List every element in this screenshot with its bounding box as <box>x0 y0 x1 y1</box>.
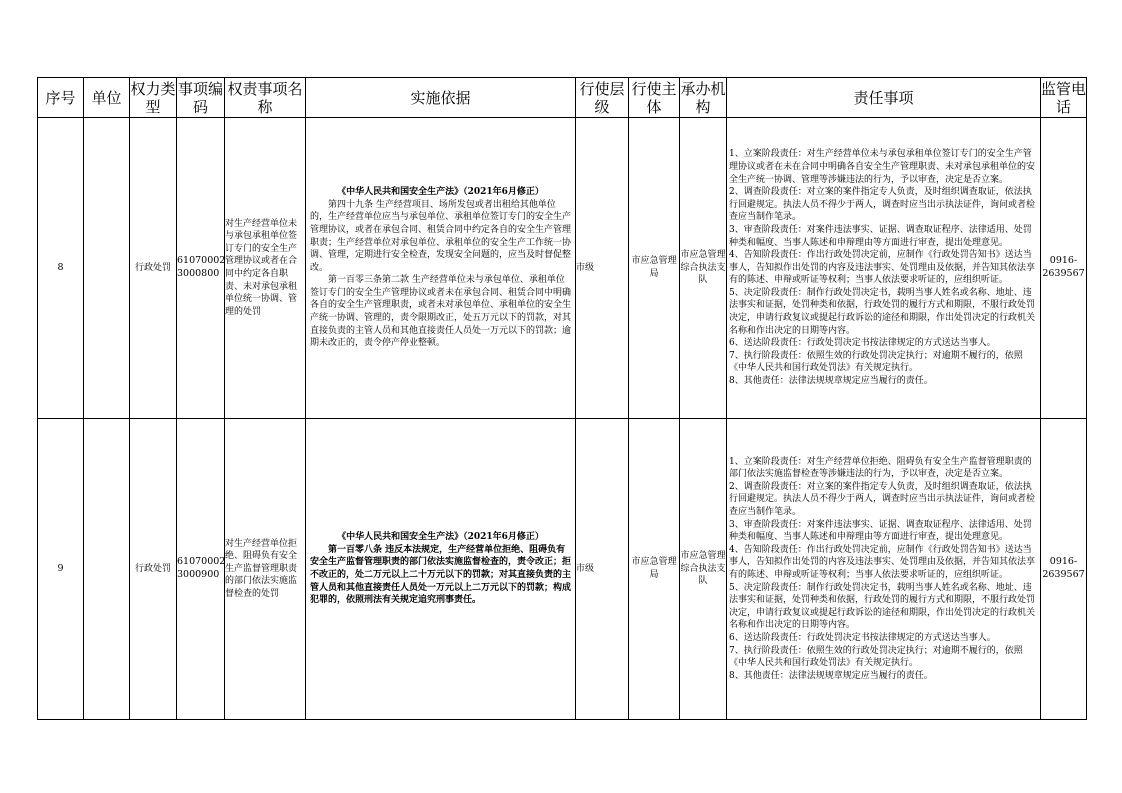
cell-unit <box>84 419 130 720</box>
duty-item: 3、审查阶段责任：对案件违法事实、证据、调查取证程序、法律适用、处罚种类和幅度、当事人陈述和申辩理由等方面进行审查，提出处理意见。 <box>729 224 1032 248</box>
duty-item: 8、其他责任：法律法规规章规定应当履行的责任。 <box>729 670 933 681</box>
cell-duty <box>727 419 1041 720</box>
header-power-type: 权力类型 <box>130 79 176 116</box>
cell-seq: 8 <box>38 118 84 419</box>
cell-name: 对生产经营单位拒绝、阻碍负有安全生产监督管理职责的部门依法实施监督检查的处罚 <box>225 419 306 720</box>
header-duty: 责任事项 <box>727 78 1041 118</box>
header-level: 行使层级 <box>576 78 629 118</box>
header-phone: 监管电话 <box>1041 79 1087 116</box>
duty-item: 8、其他责任：法律法规规章规定应当履行的责任。 <box>729 376 933 387</box>
responsibility-table <box>37 77 1087 720</box>
duty-item: 5、决定阶段责任：制作行政处罚决定书，载明当事人姓名或名称、地址、违法事实和证据，处罚种类和依据，行政处罚的履行方式和期限，不服行政处罚决定，申请行政复议或提起行政诉讼的途径和期限，作出处罚决定的行政机关名称和作出决定的日期等内容。 <box>729 287 1036 336</box>
cell-code: 61070002 3000800 <box>177 118 225 419</box>
basis-paragraph: 第一百零三条第二款 生产经营单位未与承包单位、承租单位签订专门的安全生产管理协议或者未在承包合同、租赁合同中明确各自的安全生产管理职责，或者未对承包单位、承租单位的安全生产统一协调、管理的，责令限期改正，处五万元以下的罚款，对其直接负责的主管人员和其他直接责任人员处一万元以下的罚款；逾期未改正的，责令停产停业整顿。 <box>310 275 572 349</box>
header-code: 事项编码 <box>177 79 223 116</box>
duty-item: 6、送达阶段责任：行政处罚决定书按法律规定的方式送达当事人。 <box>729 632 996 643</box>
cell-subject: 市应急管理局 <box>629 118 680 419</box>
cell-level: 市级 <box>576 419 629 720</box>
cell-subject: 市应急管理局 <box>629 419 680 720</box>
cell-code: 61070002 3000900 <box>177 419 225 720</box>
duty-item: 7、执行阶段责任：依照生效的行政处罚决定执行；对逾期不履行的，依照《中华人民共和国行政处罚法》有关规定执行。 <box>729 350 1023 374</box>
header-row <box>38 78 1087 118</box>
basis-paragraph: 第一百零八条 违反本法规定，生产经营单位拒绝、阻碍负有安全生产监督管理职责的部门依法实施监督检查的，责令改正；拒不改正的，处二万元以上二十万元以下的罚款；对其直接负责的主管人员和其他直接责任人员处一万元以上二万元以下的罚款；构成犯罪的，依照刑法有关规定追究刑事责任。 <box>310 544 572 606</box>
header-seq: 序号 <box>38 78 84 118</box>
duty-item: 6、送达阶段责任：行政处罚决定书按法律规定的方式送达当事人。 <box>729 338 996 349</box>
duty-item: 5、决定阶段责任：制作行政处罚决定书，载明当事人姓名或名称、地址、违法事实和证据，处罚种类和依据，行政处罚的履行方式和期限，不服行政处罚决定，申请行政复议或提起行政诉讼的途径和期限，作出处罚决定的行政机关名称和作出决定的日期等内容。 <box>729 582 1036 631</box>
header-unit: 单位 <box>84 78 130 118</box>
duty-item: 2、调查阶段责任：对立案的案件指定专人负责，及时组织调查取证，依法执行回避规定。执法人员不得少于两人，调查时应当出示执法证件，询问或者检查应当制作笔录。 <box>729 481 1036 518</box>
cell-phone: 0916-2639567 <box>1041 118 1087 419</box>
cell-org: 市应急管理综合执法支队 <box>680 419 727 720</box>
cell-org: 市应急管理综合执法支队 <box>680 118 727 419</box>
duty-item: 4、告知阶段责任：作出行政处罚决定前，应制作《行政处罚告知书》送达当事人，告知拟作出处罚的内容及违法事实、处罚理由及依据，并告知其依法享有的陈述、申辩或听证等权利；当事人依法要求听证的，应组织听证。 <box>729 544 1036 580</box>
cell-power-type: 行政处罚 <box>130 419 177 720</box>
duty-item: 1、立案阶段责任：对生产经营单位拒绝、阻碍负有安全生产监督管理职责的部门依法实施监督检查等涉嫌违法的行为，予以审查，决定是否立案。 <box>729 456 1032 480</box>
basis-paragraph: 第四十九条 生产经营项目、场所发包或者出租给其他单位的，生产经营单位应当与承包单位、承租单位签订专门的安全生产管理协议，或者在承包合同、租赁合同中约定各自的安全生产管理职责；生产经营单位对承包单位、承租单位的安全生产工作统一协调、管理，定期进行安全检查，发现安全问题的，应当及时督促整改。 <box>310 199 572 273</box>
cell-seq: 9 <box>38 419 84 720</box>
duty-item: 3、审查阶段责任：对案件违法事实、证据、调查取证程序、法律适用、处罚种类和幅度、当事人陈述和申辩理由等方面进行审查，提出处理意见。 <box>729 519 1032 543</box>
header-org: 承办机构 <box>680 79 726 116</box>
cell-power-type: 行政处罚 <box>130 118 177 419</box>
cell-basis <box>306 118 576 419</box>
table-row <box>38 419 1087 720</box>
basis-title: 《中华人民共和国安全生产法》（2021年6月修正） <box>337 187 544 198</box>
duty-item: 4、告知阶段责任：作出行政处罚决定前，应制作《行政处罚告知书》送达当事人，告知拟作出处罚的内容及违法事实、处罚理由及依据，并告知其依法享有的陈述、申辩或听证等权利；当事人依法要求听证的，应组织听证。 <box>729 250 1036 286</box>
header-subject: 行使主体 <box>629 78 680 118</box>
table-row <box>38 118 1087 419</box>
header-name: 权责事项名称 <box>225 78 306 118</box>
cell-name: 对生产经营单位未与承包承租单位签订专门的安全生产管理协议或者在合同中约定各自职责、未对承包承租单位统一协调、管理的处罚 <box>225 118 306 419</box>
duty-item: 1、立案阶段责任：对生产经营单位未与承包承租单位签订专门的安全生产管理协议或者在未在合同中明确各自安全生产管理职责、未对承包承租单位的安全生产统一协调、管理等涉嫌违法的行为，予以审查，决定是否立案。 <box>729 149 1036 185</box>
header-basis: 实施依据 <box>306 78 576 118</box>
cell-level: 市级 <box>576 118 629 419</box>
duty-item: 7、执行阶段责任：依照生效的行政处罚决定执行；对逾期不履行的，依照《中华人民共和国行政处罚法》有关规定执行。 <box>729 645 1023 669</box>
basis-title: 《中华人民共和国安全生产法》（2021年6月修正） <box>337 532 544 543</box>
duty-item: 2、调查阶段责任：对立案的案件指定专人负责，及时组织调查取证，依法执行回避规定。执法人员不得少于两人，调查时应当出示执法证件，询问或者检查应当制作笔录。 <box>729 187 1036 223</box>
cell-phone: 0916-2639567 <box>1041 419 1087 720</box>
cell-basis <box>306 419 576 720</box>
cell-unit <box>84 118 130 419</box>
cell-duty <box>727 118 1041 419</box>
